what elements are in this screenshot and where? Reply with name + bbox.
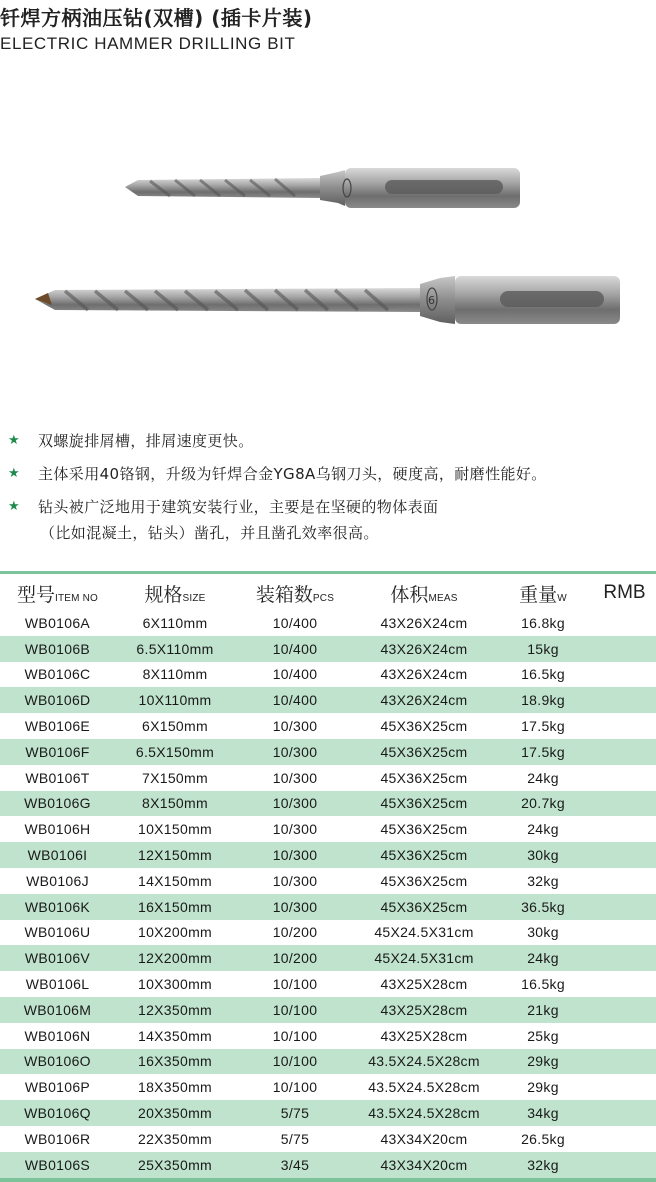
cell-weight: 32kg xyxy=(493,1152,593,1178)
cell-pcs: 10/300 xyxy=(235,739,355,765)
cell-size: 14X350mm xyxy=(138,1027,212,1044)
table-row xyxy=(0,713,656,739)
cell-rmb xyxy=(593,687,656,713)
cell-meas: 45X36X25cm xyxy=(380,821,468,838)
table-row xyxy=(0,1023,656,1049)
table-row xyxy=(0,662,656,688)
cell-pcs: 10/200 xyxy=(272,924,318,941)
table-top-rule xyxy=(0,571,656,574)
cell-weight: 16.8kg xyxy=(521,614,565,631)
cell-weight: 16.5kg xyxy=(521,666,565,683)
cell-pcs: 10/300 xyxy=(272,872,318,889)
cell-meas: 45X24.5X31cm xyxy=(374,924,474,941)
feature-text: 主体采用40铬钢，升级为钎焊合金YG8A乌钢刀头，硬度高，耐磨性能好。 xyxy=(38,465,547,483)
cell-item: WB0106O xyxy=(0,1049,115,1075)
table-row xyxy=(0,739,656,765)
cell-weight: 32kg xyxy=(527,872,559,889)
feature-list xyxy=(8,428,654,553)
cell-pcs: 10/100 xyxy=(235,997,355,1023)
cell-item: WB0106F xyxy=(0,739,115,765)
short-drill-bit xyxy=(125,168,520,208)
cell-rmb xyxy=(593,765,656,791)
cell-item: WB0106R xyxy=(24,1130,91,1147)
cell-item: WB0106S xyxy=(0,1152,115,1178)
cell-rmb xyxy=(593,1074,656,1100)
cell-size: 20X350mm xyxy=(115,1100,235,1126)
page-title: 钎焊方柄油压钻(双槽) (插卡片装) xyxy=(0,6,313,30)
cell-meas: 45X36X25cm xyxy=(380,872,468,889)
spec-table xyxy=(0,576,656,1178)
col-header-pcs: 装箱数PCS xyxy=(255,584,335,606)
cell-weight: 29kg xyxy=(493,1049,593,1075)
cell-rmb xyxy=(593,662,656,688)
cell-rmb xyxy=(593,713,656,739)
cell-item: WB0106M xyxy=(0,997,115,1023)
cell-item: WB0106N xyxy=(24,1027,91,1044)
cell-item: WB0106T xyxy=(25,769,90,786)
table-row xyxy=(0,636,656,662)
cell-meas: 45X36X25cm xyxy=(355,842,493,868)
cell-size: 14X150mm xyxy=(138,872,212,889)
cell-size: 6X110mm xyxy=(142,614,208,631)
table-row xyxy=(0,842,656,868)
cell-weight: 18.9kg xyxy=(493,687,593,713)
spec-table-container xyxy=(0,571,656,1182)
col-header-item: 型号ITEM NO xyxy=(16,584,99,606)
cell-item: WB0106H xyxy=(24,821,91,838)
cell-weight: 15kg xyxy=(493,636,593,662)
cell-item: WB0106I xyxy=(0,842,115,868)
cell-weight: 24kg xyxy=(527,821,559,838)
cell-item: WB0106G xyxy=(0,791,115,817)
cell-size: 16X350mm xyxy=(115,1049,235,1075)
shank-marking: 6 xyxy=(428,294,435,307)
cell-rmb xyxy=(593,1049,656,1075)
cell-rmb xyxy=(593,945,656,971)
cell-size: 16X150mm xyxy=(115,894,235,920)
table-row xyxy=(0,997,656,1023)
cell-item: WB0106J xyxy=(26,872,89,889)
cell-item: WB0106D xyxy=(0,687,115,713)
cell-meas: 43.5X24.5X28cm xyxy=(355,1100,493,1126)
cell-rmb xyxy=(593,636,656,662)
cell-rmb xyxy=(593,1100,656,1126)
cell-item: WB0106E xyxy=(24,718,91,735)
cell-pcs: 10/100 xyxy=(272,976,318,993)
cell-size: 6.5X110mm xyxy=(115,636,235,662)
cell-size: 22X350mm xyxy=(138,1130,212,1147)
table-row xyxy=(0,1049,656,1075)
cell-meas: 43X26X24cm xyxy=(380,666,468,683)
cell-weight: 34kg xyxy=(493,1100,593,1126)
cell-meas: 43X25X28cm xyxy=(380,1027,468,1044)
cell-meas: 43X26X24cm xyxy=(355,636,493,662)
cell-meas: 45X36X25cm xyxy=(380,718,468,735)
cell-weight: 30kg xyxy=(493,842,593,868)
cell-size: 12X200mm xyxy=(115,945,235,971)
cell-pcs: 5/75 xyxy=(235,1100,355,1126)
feature-text: 钻头被广泛地用于建筑安装行业，主要是在坚硬的物体表面 xyxy=(38,498,439,516)
cell-size: 18X350mm xyxy=(138,1079,212,1096)
cell-pcs: 10/200 xyxy=(235,945,355,971)
cell-meas: 45X36X25cm xyxy=(380,769,468,786)
cell-pcs: 10/400 xyxy=(272,666,318,683)
col-header-rmb: RMB xyxy=(603,582,646,603)
cell-pcs: 10/300 xyxy=(235,894,355,920)
cell-pcs: 3/45 xyxy=(235,1152,355,1178)
table-row xyxy=(0,687,656,713)
cell-size: 8X110mm xyxy=(142,666,208,683)
table-row xyxy=(0,868,656,894)
feature-text-continued: （比如混凝土，钻头）凿孔，并且凿孔效率很高。 xyxy=(40,524,379,542)
cell-rmb xyxy=(593,610,656,636)
cell-rmb xyxy=(593,1126,656,1152)
cell-weight: 17.5kg xyxy=(521,718,565,735)
cell-item: WB0106C xyxy=(24,666,91,683)
cell-meas: 43X25X28cm xyxy=(355,997,493,1023)
cell-meas: 45X36X25cm xyxy=(355,791,493,817)
cell-rmb xyxy=(593,997,656,1023)
cell-size: 12X150mm xyxy=(115,842,235,868)
cell-size: 6X150mm xyxy=(142,718,208,735)
cell-meas: 43.5X24.5X28cm xyxy=(368,1079,480,1096)
table-row xyxy=(0,1074,656,1100)
cell-meas: 43X34X20cm xyxy=(355,1152,493,1178)
cell-size: 10X300mm xyxy=(138,976,212,993)
cell-meas: 43X26X24cm xyxy=(380,614,468,631)
table-row xyxy=(0,816,656,842)
cell-pcs: 10/300 xyxy=(235,842,355,868)
cell-size: 6.5X150mm xyxy=(115,739,235,765)
cell-item: WB0106Q xyxy=(0,1100,115,1126)
long-drill-bit xyxy=(35,276,620,324)
cell-meas: 43X34X20cm xyxy=(380,1130,468,1147)
cell-weight: 17.5kg xyxy=(493,739,593,765)
cell-pcs: 10/400 xyxy=(272,614,318,631)
cell-weight: 29kg xyxy=(527,1079,559,1096)
cell-pcs: 5/75 xyxy=(280,1130,310,1147)
cell-pcs: 10/300 xyxy=(272,718,318,735)
cell-weight: 21kg xyxy=(493,997,593,1023)
star-icon: ★ xyxy=(8,499,21,514)
cell-meas: 43X26X24cm xyxy=(355,687,493,713)
cell-weight: 24kg xyxy=(493,945,593,971)
col-header-weight: 重量W xyxy=(519,584,567,606)
cell-meas: 45X36X25cm xyxy=(355,894,493,920)
cell-item: WB0106K xyxy=(0,894,115,920)
cell-weight: 26.5kg xyxy=(521,1130,565,1147)
cell-weight: 36.5kg xyxy=(493,894,593,920)
table-row xyxy=(0,1126,656,1152)
cell-weight: 20.7kg xyxy=(493,791,593,817)
cell-weight: 24kg xyxy=(527,769,559,786)
cell-rmb xyxy=(593,868,656,894)
cell-pcs: 10/400 xyxy=(235,687,355,713)
cell-size: 10X150mm xyxy=(138,821,212,838)
cell-size: 10X200mm xyxy=(138,924,212,941)
cell-weight: 30kg xyxy=(527,924,559,941)
table-row xyxy=(0,920,656,946)
cell-item: WB0106P xyxy=(24,1079,91,1096)
col-header-size: 规格SIZE xyxy=(144,584,206,606)
cell-item: WB0106U xyxy=(24,924,91,941)
cell-pcs: 10/100 xyxy=(272,1079,318,1096)
feature-item xyxy=(8,494,654,546)
table-row xyxy=(0,791,656,817)
cell-pcs: 10/400 xyxy=(235,636,355,662)
cell-rmb xyxy=(593,791,656,817)
table-row xyxy=(0,971,656,997)
cell-pcs: 10/100 xyxy=(235,1049,355,1075)
cell-meas: 45X36X25cm xyxy=(355,739,493,765)
cell-item: WB0106V xyxy=(0,945,115,971)
table-header-row xyxy=(0,576,656,610)
cell-size: 7X150mm xyxy=(142,769,208,786)
cell-meas: 43X25X28cm xyxy=(380,976,468,993)
table-row xyxy=(0,1100,656,1126)
cell-meas: 43.5X24.5X28cm xyxy=(355,1049,493,1075)
cell-weight: 25kg xyxy=(527,1027,559,1044)
cell-pcs: 10/300 xyxy=(272,821,318,838)
cell-pcs: 10/300 xyxy=(235,791,355,817)
cell-rmb xyxy=(593,842,656,868)
feature-item xyxy=(8,428,654,454)
drill-bit-illustration xyxy=(0,140,656,340)
cell-rmb xyxy=(593,1152,656,1178)
cell-rmb xyxy=(593,1023,656,1049)
cell-item: WB0106A xyxy=(24,614,91,631)
table-bottom-rule xyxy=(0,1178,656,1182)
cell-rmb xyxy=(593,920,656,946)
cell-rmb xyxy=(593,816,656,842)
cell-size: 12X350mm xyxy=(115,997,235,1023)
cell-meas: 45X24.5X31cm xyxy=(355,945,493,971)
cell-size: 25X350mm xyxy=(115,1152,235,1178)
table-row xyxy=(0,610,656,636)
cell-size: 8X150mm xyxy=(115,791,235,817)
star-icon: ★ xyxy=(8,433,21,448)
cell-weight: 16.5kg xyxy=(521,976,565,993)
star-icon: ★ xyxy=(8,466,21,481)
col-header-meas: 体积MEAS xyxy=(390,584,458,606)
table-row xyxy=(0,765,656,791)
table-row xyxy=(0,945,656,971)
feature-text: 双螺旋排屑槽，排屑速度更快。 xyxy=(38,432,254,450)
cell-pcs: 10/100 xyxy=(272,1027,318,1044)
cell-item: WB0106B xyxy=(0,636,115,662)
cell-rmb xyxy=(593,971,656,997)
cell-item: WB0106L xyxy=(25,976,90,993)
cell-rmb xyxy=(593,894,656,920)
cell-size: 10X110mm xyxy=(115,687,235,713)
page-subtitle: ELECTRIC HAMMER DRILLING BIT xyxy=(0,34,296,53)
cell-rmb xyxy=(593,739,656,765)
feature-item xyxy=(8,461,654,487)
cell-pcs: 10/300 xyxy=(272,769,318,786)
table-row xyxy=(0,894,656,920)
table-row xyxy=(0,1152,656,1178)
